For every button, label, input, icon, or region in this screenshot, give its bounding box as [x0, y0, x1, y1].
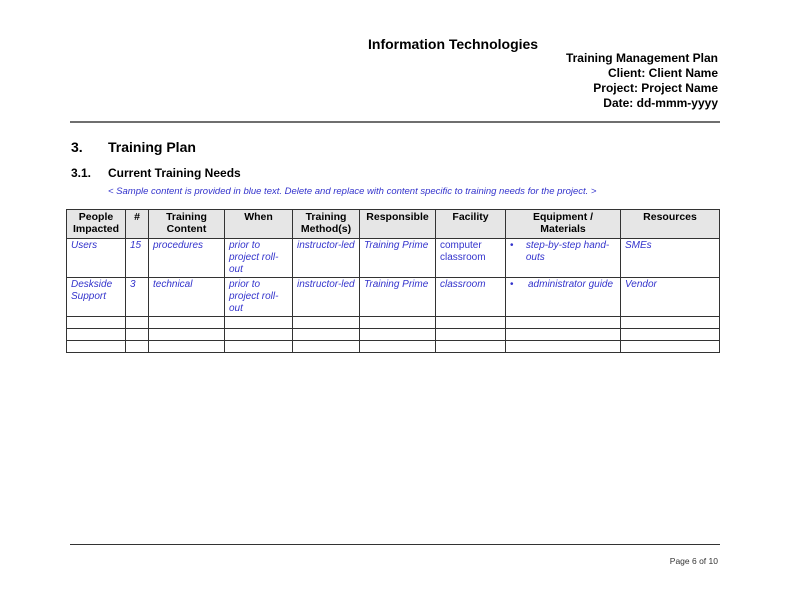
- cell-count: 3: [126, 278, 149, 317]
- table-row-empty: [67, 317, 720, 329]
- subsection-heading: [71, 166, 241, 180]
- empty-cell: [436, 329, 506, 341]
- document-header-info: [566, 51, 718, 111]
- empty-cell: [225, 317, 293, 329]
- col-header-when: When: [225, 210, 293, 239]
- cell-facility: classroom: [436, 278, 506, 317]
- subsection-title: Current Training Needs: [108, 166, 241, 180]
- cell-when: prior to project roll-out: [225, 239, 293, 278]
- cell-resources: SMEs: [621, 239, 720, 278]
- col-header-facility: Facility: [436, 210, 506, 239]
- cell-people: Users: [67, 239, 126, 278]
- table-header-row: [67, 210, 720, 239]
- empty-cell: [436, 317, 506, 329]
- empty-cell: [225, 329, 293, 341]
- client-line: Client: Client Name: [607, 66, 718, 80]
- empty-cell: [67, 329, 126, 341]
- training-needs-table: [66, 209, 720, 353]
- empty-cell: [360, 317, 436, 329]
- table-row-empty: [67, 341, 720, 353]
- sample-content-note: < Sample content is provided in blue text. Delete and replace with content specific to training needs for the project. >: [108, 186, 597, 197]
- cell-content: procedures: [149, 239, 225, 278]
- empty-cell: [149, 341, 225, 353]
- cell-count: 15: [126, 239, 149, 278]
- cell-content: technical: [149, 278, 225, 317]
- equipment-text: step-by-step hand-outs: [525, 240, 610, 263]
- cell-method: instructor-led: [293, 278, 360, 317]
- empty-cell: [621, 329, 720, 341]
- table-row: [67, 239, 720, 278]
- empty-cell: [67, 341, 126, 353]
- col-header-equipment: Equipment / Materials: [506, 210, 621, 239]
- bullet-icon: •: [510, 240, 514, 251]
- empty-cell: [225, 341, 293, 353]
- empty-cell: [360, 341, 436, 353]
- section-number: 3.: [71, 139, 83, 155]
- empty-cell: [293, 317, 360, 329]
- cell-responsible: Training Prime: [360, 239, 436, 278]
- cell-people: Deskside Support: [67, 278, 126, 317]
- col-header-responsible: Responsible: [360, 210, 436, 239]
- cell-responsible: Training Prime: [360, 278, 436, 317]
- cell-equipment: [506, 239, 621, 278]
- empty-cell: [149, 317, 225, 329]
- organization-name: Information Technologies: [368, 36, 539, 52]
- empty-cell: [126, 341, 149, 353]
- empty-cell: [506, 317, 621, 329]
- bullet-icon: •: [510, 279, 514, 290]
- empty-cell: [293, 329, 360, 341]
- equipment-text: administrator guide: [528, 279, 614, 290]
- empty-cell: [436, 341, 506, 353]
- cell-resources: Vendor: [621, 278, 720, 317]
- empty-cell: [621, 317, 720, 329]
- subsection-number: 3.1.: [71, 166, 92, 180]
- table-row-empty: [67, 329, 720, 341]
- empty-cell: [126, 317, 149, 329]
- document-title: Training Management Plan: [565, 51, 718, 65]
- empty-cell: [360, 329, 436, 341]
- section-title: Training Plan: [108, 139, 196, 155]
- empty-cell: [621, 341, 720, 353]
- table-row: [67, 278, 720, 317]
- empty-cell: [293, 341, 360, 353]
- cell-when: prior to project roll-out: [225, 278, 293, 317]
- cell-facility: computer classroom: [436, 239, 506, 278]
- date-line: Date: dd-mmm-yyyy: [603, 96, 718, 110]
- header-divider: [70, 121, 720, 123]
- col-header-count: #: [126, 210, 149, 239]
- col-header-method: Training Method(s): [293, 210, 360, 239]
- section-heading: [71, 139, 196, 155]
- col-header-resources: Resources: [621, 210, 720, 239]
- project-line: Project: Project Name: [593, 81, 718, 95]
- footer-divider: [70, 544, 720, 545]
- empty-cell: [149, 329, 225, 341]
- cell-equipment: [506, 278, 621, 317]
- page-number: Page 6 of 10: [669, 556, 718, 566]
- empty-cell: [67, 317, 126, 329]
- col-header-people: People Impacted: [67, 210, 126, 239]
- empty-cell: [506, 329, 621, 341]
- cell-method: instructor-led: [293, 239, 360, 278]
- col-header-content: Training Content: [149, 210, 225, 239]
- empty-cell: [126, 329, 149, 341]
- empty-cell: [506, 341, 621, 353]
